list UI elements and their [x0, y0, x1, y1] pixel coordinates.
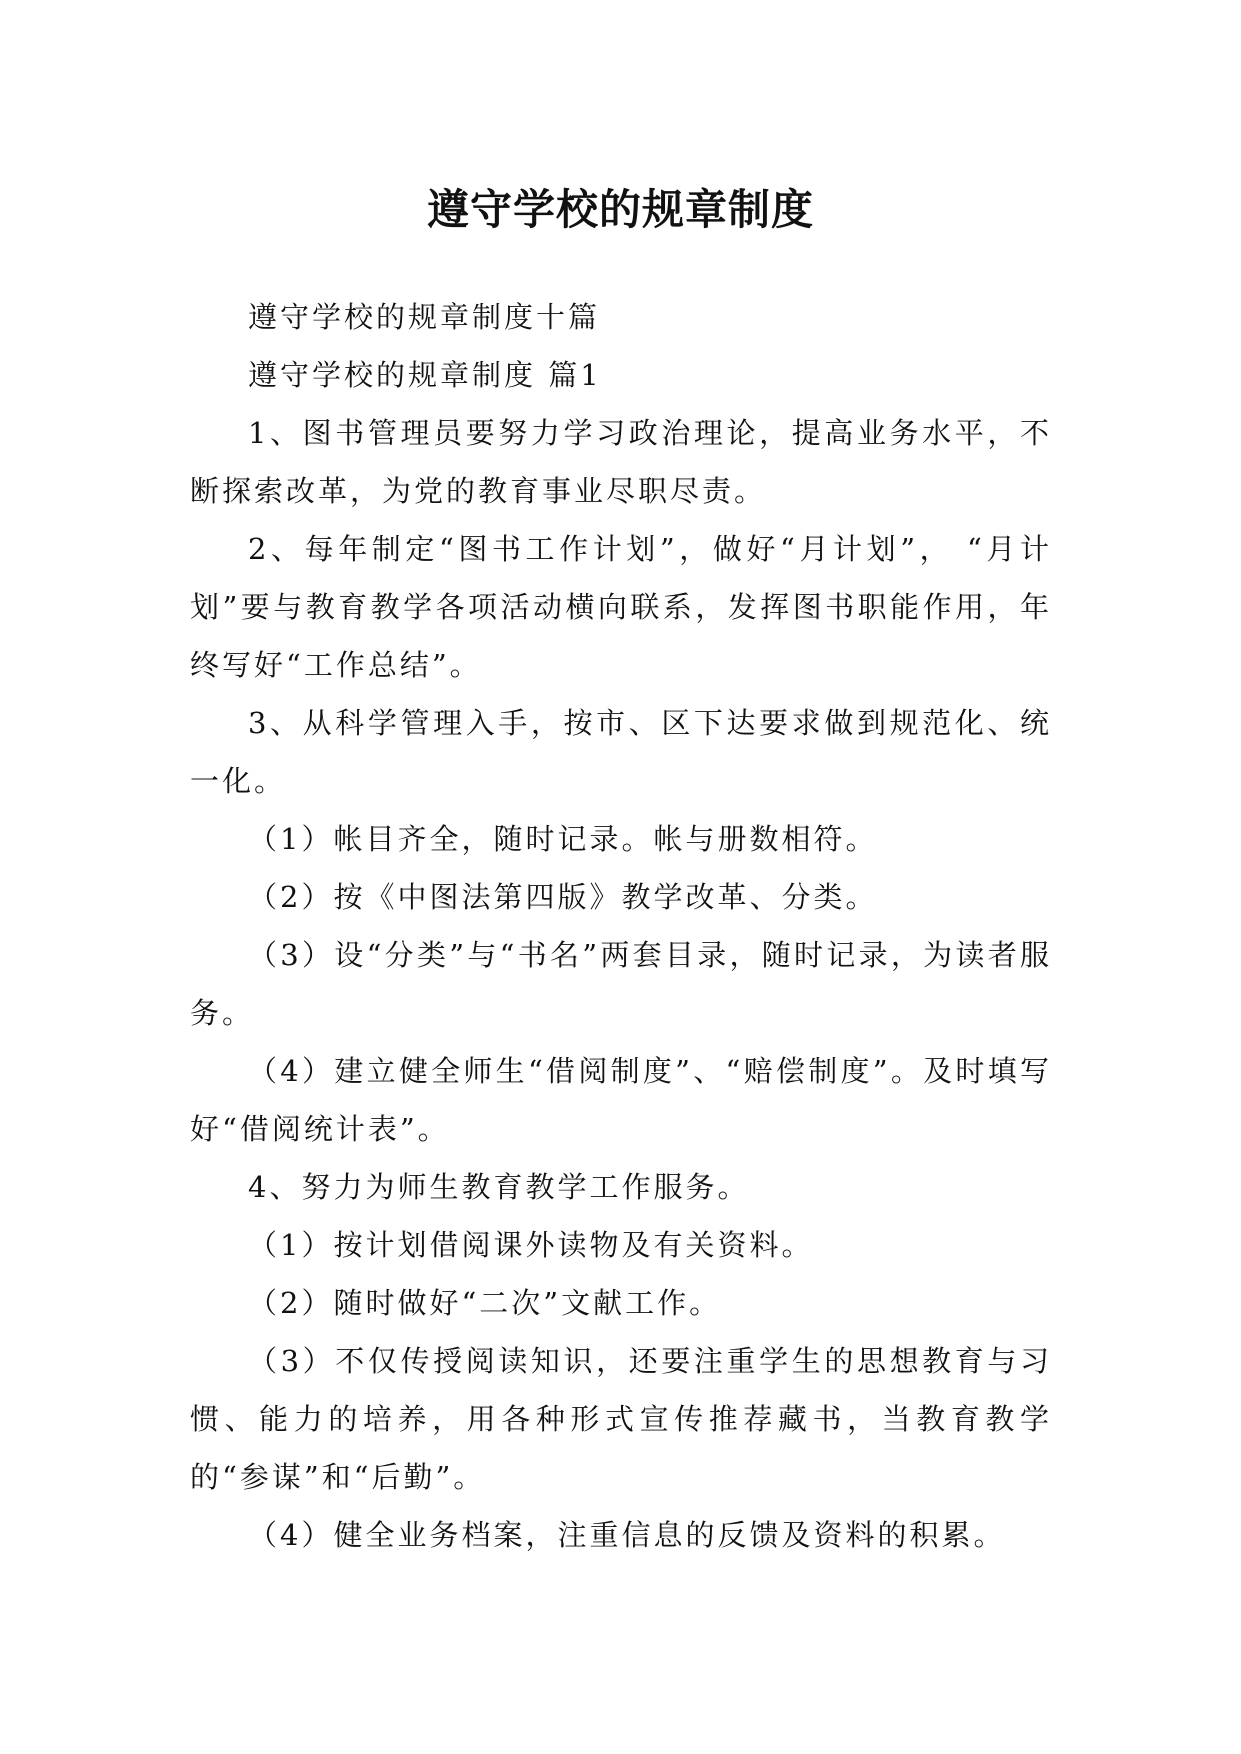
paragraph-item-4: 4、努力为师生教育教学工作服务。 [248, 1170, 750, 1204]
paragraph-item-1: 1、图书管理员要努力学习政治理论，提高业务水平，不断探索改革，为党的教育事业尽职尽责。 [190, 416, 1052, 508]
paragraph-section-heading: 遵守学校的规章制度 篇1 [248, 358, 602, 392]
document-body [190, 288, 1052, 1564]
paragraph-item-3-1: （1）帐目齐全，随时记录。帐与册数相符。 [248, 822, 878, 856]
paragraph-item-4-4: （4）健全业务档案，注重信息的反馈及资料的积累。 [248, 1518, 1006, 1552]
document-title: 遵守学校的规章制度 [426, 185, 814, 235]
paragraph-item-3-2: （2）按《中图法第四版》教学改革、分类。 [248, 880, 878, 914]
paragraph-item-4-3: （3）不仅传授阅读知识，还要注重学生的思想教育与习惯、能力的培养，用各种形式宣传推荐藏书，当教育教学的“参谋”和“后勤”。 [190, 1344, 1052, 1494]
paragraph-item-3-3: （3）设“分类”与“书名”两套目录，随时记录，为读者服务。 [190, 938, 1052, 1030]
paragraph-item-4-1: （1）按计划借阅课外读物及有关资料。 [248, 1228, 814, 1262]
paragraph-subtitle: 遵守学校的规章制度十篇 [248, 300, 601, 334]
paragraph-item-3-4: （4）建立健全师生“借阅制度”、“赔偿制度”。及时填写好“借阅统计表”。 [190, 1054, 1052, 1146]
paragraph-item-2: 2、每年制定“图书工作计划”，做好“月计划”， “月计划”要与教育教学各项活动横向联系，发挥图书职能作用，年终写好“工作总结”。 [190, 532, 1052, 682]
paragraph-item-4-2: （2）随时做好“二次”文献工作。 [248, 1286, 722, 1320]
paragraph-item-3: 3、从科学管理入手，按市、区下达要求做到规范化、统一化。 [190, 706, 1052, 798]
